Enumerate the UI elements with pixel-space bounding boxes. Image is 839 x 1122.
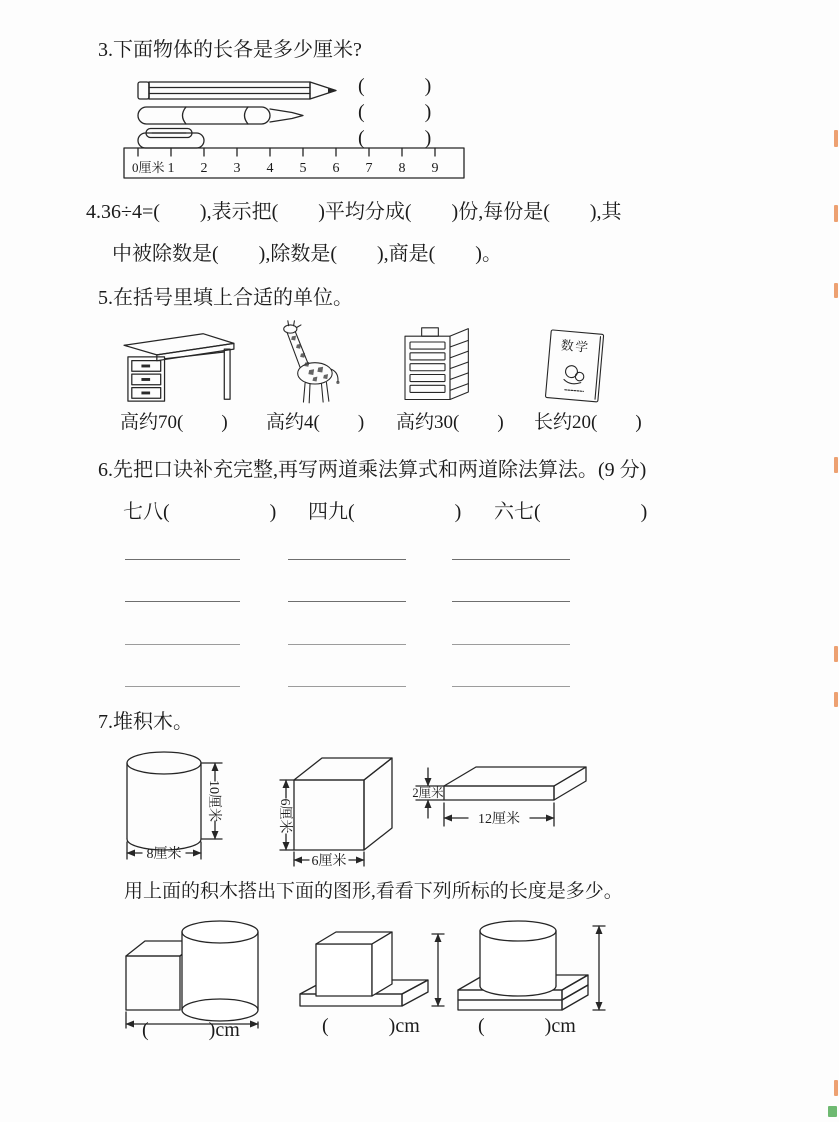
answer-line xyxy=(125,644,240,645)
answer-line xyxy=(125,686,240,687)
composite-figure-2-image xyxy=(296,928,451,1016)
cube-width-label: 6厘米 xyxy=(311,854,347,869)
pencil-icon xyxy=(138,82,336,99)
scan-mark xyxy=(834,646,838,662)
q5-caption-giraffe: 高约4( ) xyxy=(266,412,365,433)
q3-blank-1: ( ) xyxy=(358,75,432,97)
scan-mark xyxy=(834,692,838,707)
q5-caption-desk: 高约70( ) xyxy=(120,412,228,433)
q3-blank-2: ( ) xyxy=(358,101,432,123)
svg-text:4: 4 xyxy=(266,161,274,176)
answer-line xyxy=(125,559,240,560)
scan-mark xyxy=(834,457,838,473)
slab-block-image xyxy=(412,752,597,844)
answer-line xyxy=(452,601,570,602)
q3-title: 3.下面物体的长各是多少厘米? xyxy=(98,39,362,61)
answer-line xyxy=(288,559,406,560)
q7-title: 7.堆积木。 xyxy=(98,711,193,733)
answer-line xyxy=(452,644,570,645)
answer-line xyxy=(125,601,240,602)
ruler-image xyxy=(124,148,464,178)
scan-mark-green xyxy=(828,1106,837,1117)
math-book-image xyxy=(538,328,616,406)
clip-icon xyxy=(138,129,204,149)
giraffe-image xyxy=(272,320,348,407)
figure-3-answer-blank: ( )cm xyxy=(478,1015,576,1037)
q4-line1: 4.36÷4=( ),表示把( )平均分成( )份,每份是( ),其 xyxy=(86,201,622,223)
slab-length-label: 12厘米 xyxy=(478,812,520,827)
svg-text:8: 8 xyxy=(398,161,406,176)
building-image xyxy=(400,326,480,403)
scan-mark xyxy=(834,283,838,298)
composite-figure-1-image xyxy=(120,918,270,1032)
q5-title: 5.在括号里填上合适的单位。 xyxy=(98,287,353,309)
q6-prompt-1: 七八( ) xyxy=(123,501,277,523)
q3-blank-3: ( ) xyxy=(358,127,432,149)
q5-caption-building: 高约30( ) xyxy=(396,412,504,433)
scan-mark xyxy=(834,205,838,222)
svg-text:5: 5 xyxy=(299,161,307,176)
composite-figure-3-image xyxy=(452,918,607,1018)
pen-icon xyxy=(138,107,303,124)
q5-caption-book: 长约20( ) xyxy=(534,412,642,433)
q6-title: 6.先把口诀补充完整,再写两道乘法算式和两道除法算法。(9 分) xyxy=(98,459,647,481)
svg-text:9: 9 xyxy=(431,161,439,176)
q6-prompt-2: 四九( ) xyxy=(308,501,462,523)
svg-text:2: 2 xyxy=(200,161,208,176)
cube-height-label: 6厘米 xyxy=(277,798,292,834)
slab-height-label: 2厘米 xyxy=(412,786,444,800)
svg-text:3: 3 xyxy=(233,161,241,176)
scan-mark xyxy=(834,1080,838,1096)
svg-text:6: 6 xyxy=(332,161,340,176)
answer-line xyxy=(288,686,406,687)
cylinder-height-label: 10厘米 xyxy=(206,780,221,822)
cylinder-block-image xyxy=(116,746,248,868)
answer-line xyxy=(288,601,406,602)
figure-2-answer-blank: ( )cm xyxy=(322,1015,420,1037)
cube-block-image xyxy=(256,748,406,870)
q6-prompt-3: 六七( ) xyxy=(494,501,648,523)
desk-image xyxy=(120,326,238,405)
answer-line xyxy=(288,644,406,645)
figure-1-answer-blank: ( )cm xyxy=(142,1019,240,1041)
q7-instruction: 用上面的积木搭出下面的图形,看看下列所标的长度是多少。 xyxy=(124,881,623,902)
q4-line2: 中被除数是( ),除数是( ),商是( )。 xyxy=(112,243,502,265)
cylinder-diameter-label: 8厘米 xyxy=(146,847,182,862)
answer-line xyxy=(452,559,570,560)
scan-mark xyxy=(834,130,838,147)
answer-line xyxy=(452,686,570,687)
svg-text:7: 7 xyxy=(365,161,373,176)
book-title: 数学 xyxy=(560,338,591,355)
svg-text:1: 1 xyxy=(167,161,175,176)
ruler-zero-label: 0厘米 xyxy=(132,160,165,175)
